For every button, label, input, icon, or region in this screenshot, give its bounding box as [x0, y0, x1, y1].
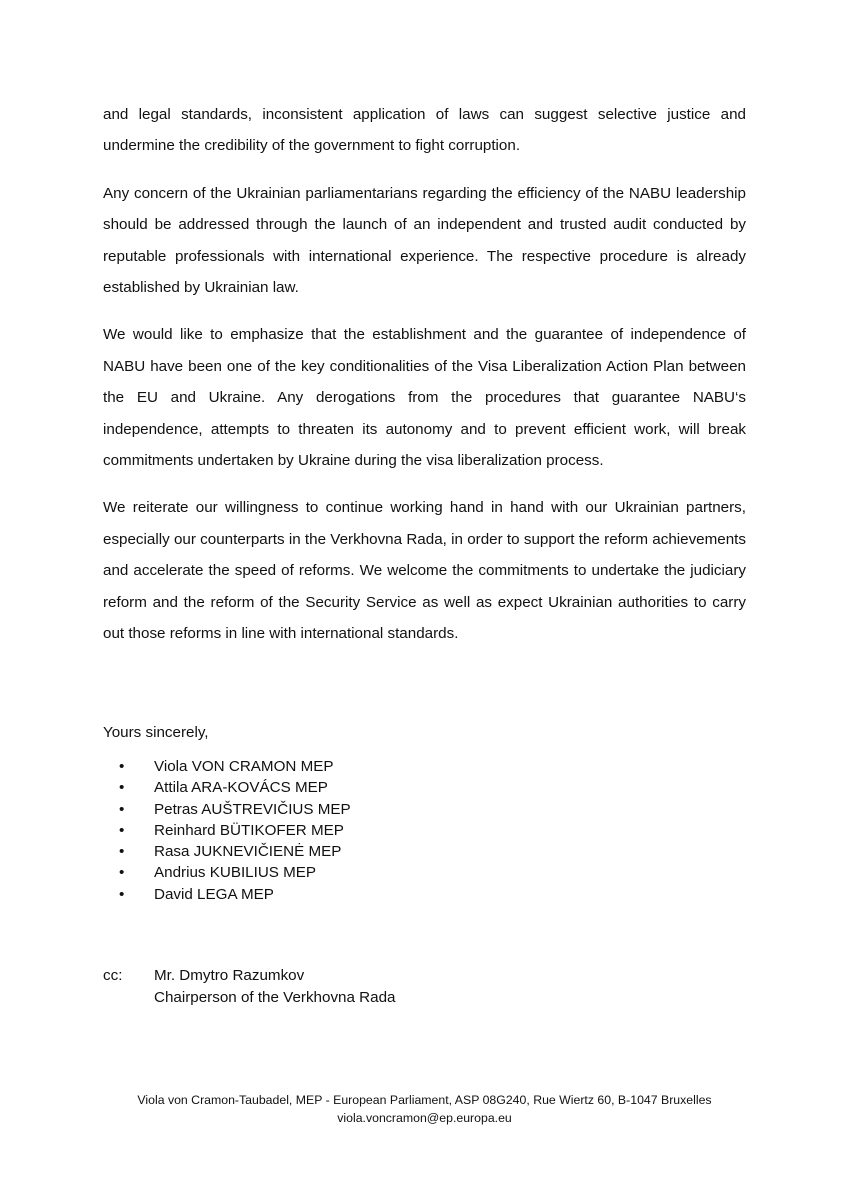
- cc-recipient: [154, 965, 395, 1009]
- signatory-name: Viola VON CRAMON MEP: [154, 758, 334, 775]
- signatory-name: Andrius KUBILIUS MEP: [154, 864, 317, 882]
- bullet-icon: •: [119, 758, 125, 775]
- footer-email: viola.voncramon@ep.europa.eu: [337, 1111, 512, 1125]
- signatory-item: [117, 884, 351, 905]
- letter-body: [103, 99, 746, 666]
- signatory-item: [117, 862, 351, 883]
- bullet-icon: •: [119, 885, 125, 903]
- bullet-icon: •: [119, 779, 125, 797]
- signatory-item: [117, 777, 351, 798]
- signatory-item: [117, 841, 351, 862]
- bullet-icon: •: [119, 821, 125, 839]
- signatory-item: [117, 799, 351, 820]
- bullet-icon: •: [119, 843, 125, 861]
- signatory-item: [117, 820, 351, 841]
- cc-recipient-title: Chairperson of the Verkhovna Rada: [154, 989, 396, 1006]
- bullet-icon: •: [119, 800, 125, 818]
- footer-address: Viola von Cramon-Taubadel, MEP - European Parliament, ASP 08G240, Rue Wiertz 60, B-1047 Bruxelles: [137, 1093, 712, 1107]
- paragraph-legal-standards: and legal standards, inconsistent application of laws can suggest selective justice and undermine the credibility of the government to fight corruption.: [103, 106, 746, 155]
- paragraph-reform-cooperation: We reiterate our willingness to continue working hand in hand with our Ukrainian partners, especially our counterparts in the Verkhovna Rada, in order to support the reform achievements and accelerate the speed of reforms. We welcome the commitments to undertake the judiciary reform and the reform of the Security Service as well as expect Ukrainian authorities to carry out those reforms in line with international standards.: [103, 499, 746, 643]
- bullet-icon: •: [119, 864, 125, 882]
- signatory-name: Attila ARA-KOVÁCS MEP: [154, 779, 328, 797]
- signatory-name: David LEGA MEP: [154, 885, 274, 903]
- paragraph-nabu-audit: Any concern of the Ukrainian parliamentarians regarding the efficiency of the NABU leadership should be addressed through the launch of an independent and trusted audit conducted by reputable professionals with international experience. The respective procedure is already established by Ukrainian law.: [103, 184, 746, 297]
- signatory-item: [117, 756, 351, 777]
- signatory-name: Rasa JUKNEVIČIENĖ MEP: [154, 843, 342, 861]
- signatory-name: Petras AUŠTREVIČIUS MEP: [154, 800, 351, 818]
- cc-label: cc:: [103, 967, 123, 984]
- closing-salutation: Yours sincerely,: [103, 724, 209, 741]
- signatories-list: [117, 756, 351, 905]
- cc-recipient-name: Mr. Dmytro Razumkov: [154, 967, 305, 984]
- signatory-name: Reinhard BÜTIKOFER MEP: [154, 821, 344, 839]
- paragraph-visa-liberalization: We would like to emphasize that the establishment and the guarantee of independence of NABU have been one of the key conditionalities of the Visa Liberalization Action Plan between the EU and Ukraine. Any derogations from the procedures that guarantee NABU‘s independence, attempts to threaten its autonomy and to prevent efficient work, will break commitments undertaken by Ukraine during the visa liberalization process.: [103, 326, 746, 470]
- letter-footer: [0, 1091, 849, 1127]
